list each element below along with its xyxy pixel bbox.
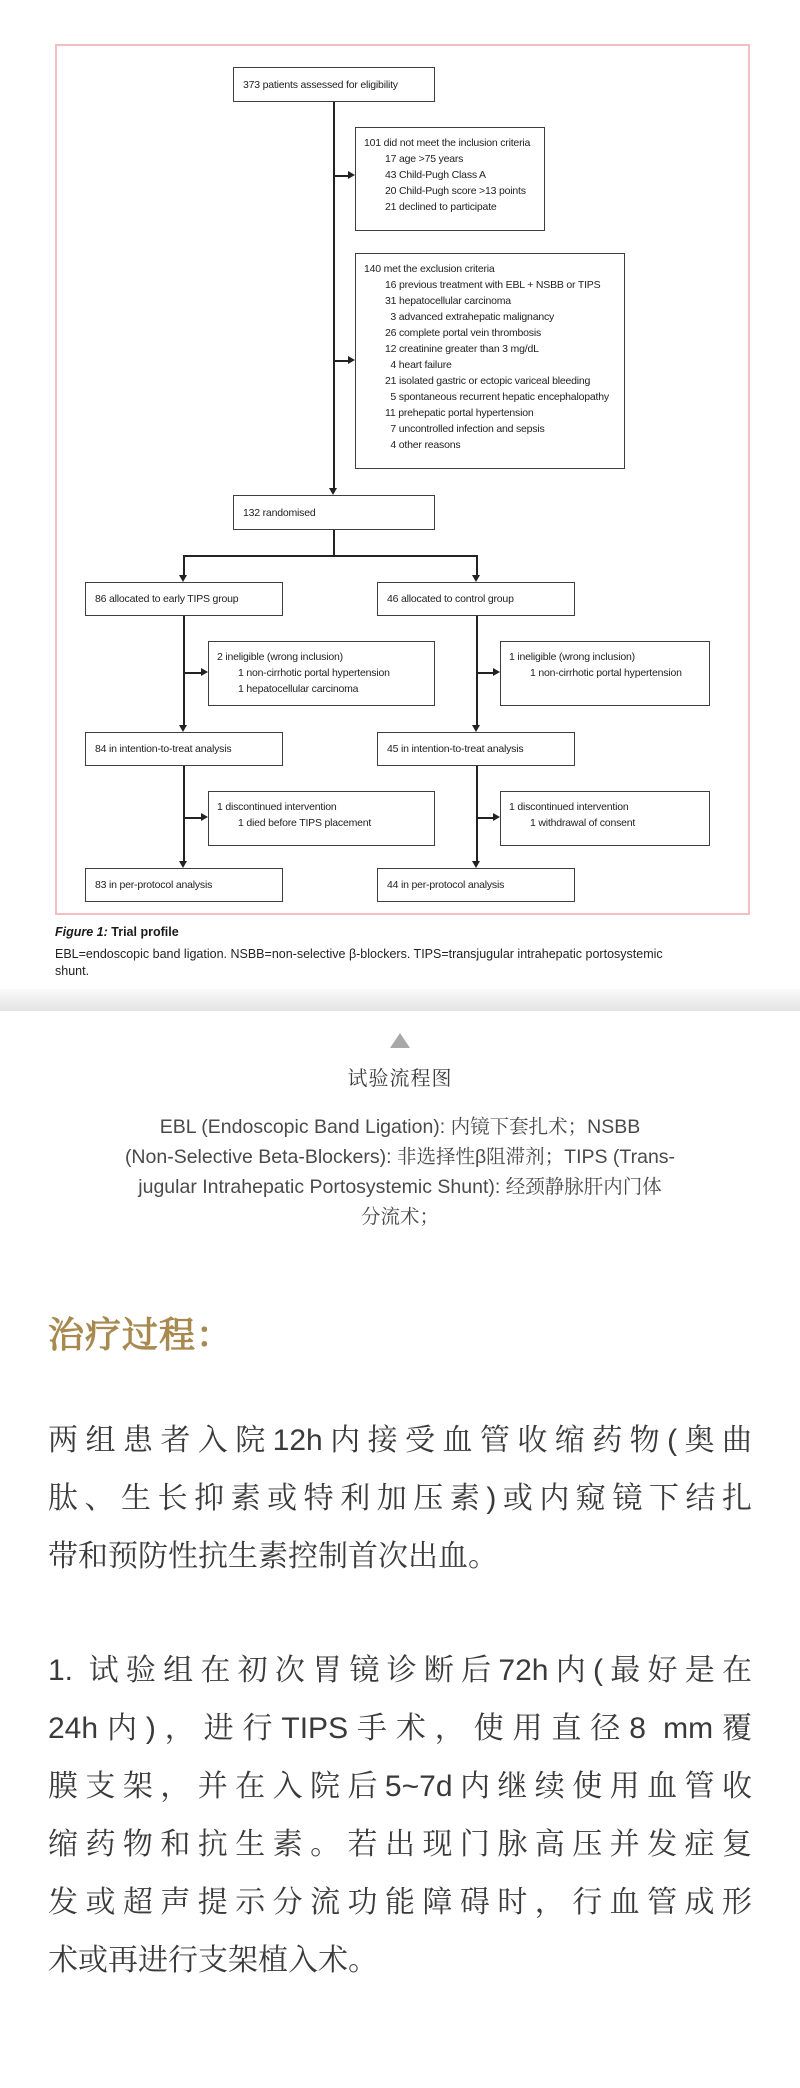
paragraph-1: [48, 1412, 752, 1586]
paragraph-line: 膜支架，并在入院后5~7d内继续使用血管收: [48, 1770, 752, 1803]
figure-caption-label: Figure 1:: [55, 925, 108, 939]
image-bottom-fade: [0, 989, 800, 1011]
arrow-right-icon: [348, 356, 355, 364]
arrow-down-icon: [179, 725, 187, 732]
flow-box-item: 16 previous treatment with EBL + NSBB or TIPS: [385, 279, 601, 291]
connector-line: [183, 555, 477, 557]
flow-box-title: 2 ineligible (wrong inclusion): [217, 651, 343, 663]
arrow-right-icon: [201, 668, 208, 676]
flow-box-title: 1 discontinued intervention: [509, 801, 629, 813]
arrow-down-icon: [329, 488, 337, 495]
flow-box-randomised: [233, 495, 435, 530]
flow-box-title: 140 met the exclusion criteria: [364, 263, 495, 275]
flow-box-eligibility: [233, 67, 435, 102]
figure-footnote-line: EBL=endoscopic band ligation. NSBB=non-selective β-blockers. TIPS=transjugular intrahepatic portosystemic: [55, 947, 663, 961]
flow-box-text: 132 randomised: [243, 506, 316, 519]
flow-box-tips-per-protocol: [85, 868, 283, 902]
flow-box-item: 5 spontaneous recurrent hepatic encephalopathy: [385, 391, 609, 403]
flow-box-item: 3 advanced extrahepatic malignancy: [385, 311, 555, 323]
paragraph-line: 1. 试验组在初次胃镜诊断后72h内(最好是在: [48, 1654, 752, 1687]
flow-box-text: 373 patients assessed for eligibility: [243, 78, 398, 91]
flow-box-title: 101 did not meet the inclusion criteria: [364, 137, 531, 149]
flow-box-item: 43 Child-Pugh Class A: [385, 169, 486, 181]
paragraph-line: 两组患者入院12h内接受血管收缩药物(奥曲: [48, 1424, 752, 1457]
flow-box-text: 86 allocated to early TIPS group: [95, 593, 239, 605]
connector-line: [477, 817, 494, 819]
flow-box-item: 17 age >75 years: [385, 153, 464, 165]
up-triangle-icon: [390, 1033, 410, 1048]
arrow-down-icon: [472, 575, 480, 582]
connector-line: [183, 555, 185, 576]
flow-box-text: 46 allocated to control group: [387, 593, 514, 605]
flow-box-item: 1 withdrawal of consent: [530, 817, 636, 829]
connector-line: [476, 766, 478, 862]
paragraph-line: 肽、生长抑素或特利加压素)或内窥镜下结扎: [48, 1482, 752, 1515]
paragraph-line: 带和预防性抗生素控制首次出血。: [48, 1540, 498, 1573]
flow-box-text: 44 in per-protocol analysis: [387, 879, 505, 891]
connector-line: [183, 766, 185, 862]
flow-box-control-per-protocol: [377, 868, 575, 902]
arrow-down-icon: [179, 575, 187, 582]
flow-box-tips-ineligible: [208, 641, 435, 706]
figure-caption: [55, 924, 745, 941]
flow-box-item: 21 isolated gastric or ectopic variceal bleeding: [385, 375, 591, 387]
connector-line: [333, 530, 335, 556]
flow-box-tips-itt: [85, 732, 283, 766]
connector-line: [476, 555, 478, 576]
flow-box-text: 83 in per-protocol analysis: [95, 879, 213, 891]
connector-line: [333, 102, 335, 492]
connector-line: [477, 672, 494, 674]
abbreviation-line: jugular Intrahepatic Portosystemic Shunt): 经颈静脉肝内门体: [138, 1176, 662, 1198]
paragraph-2: [48, 1642, 752, 1990]
connector-line: [476, 616, 478, 726]
flow-box-item: 31 hepatocellular carcinoma: [385, 295, 511, 307]
flow-box-control-allocated: [377, 582, 575, 616]
flow-box-item: 20 Child-Pugh score >13 points: [385, 185, 526, 197]
flow-box-title: 1 discontinued intervention: [217, 801, 337, 813]
arrow-right-icon: [201, 813, 208, 821]
connector-line: [183, 616, 185, 726]
flow-box-text: 45 in intention-to-treat analysis: [387, 743, 524, 755]
connector-line: [184, 817, 201, 819]
connector-line: [334, 360, 348, 362]
figure-caption-title: Trial profile: [107, 925, 179, 939]
flow-box-item: 4 heart failure: [385, 359, 452, 371]
arrow-down-icon: [179, 861, 187, 868]
abbreviation-note: [48, 1112, 752, 1232]
flow-box-item: 1 hepatocellular carcinoma: [238, 683, 359, 695]
arrow-right-icon: [493, 813, 500, 821]
flow-box-exclusion-criteria: [355, 253, 625, 469]
paragraph-line: 缩药物和抗生素。若出现门脉高压并发症复: [48, 1828, 752, 1861]
flow-box-item: 1 non-cirrhotic portal hypertension: [238, 667, 390, 679]
flow-box-tips-allocated: [85, 582, 283, 616]
flow-box-item: 12 creatinine greater than 3 mg/dL: [385, 343, 539, 355]
paragraph-line: 发或超声提示分流功能障碍时，行血管成形: [48, 1886, 752, 1919]
abbreviation-line: (Non-Selective Beta-Blockers): 非选择性β阻滞剂；TIPS (Trans-: [124, 1146, 676, 1168]
flow-box-item: 7 uncontrolled infection and sepsis: [385, 423, 545, 435]
connector-line: [334, 175, 348, 177]
flow-box-item: 21 declined to participate: [385, 201, 497, 213]
flow-box-not-meet-criteria: [355, 127, 545, 231]
flow-box-control-itt: [377, 732, 575, 766]
flow-box-control-ineligible: [500, 641, 710, 706]
abbreviation-line: 分流术；: [360, 1206, 439, 1228]
flow-box-item: 26 complete portal vein thrombosis: [385, 327, 542, 339]
connector-line: [184, 672, 201, 674]
paragraph-line: 24h内)，进行TIPS手术，使用直径8 mm覆: [48, 1712, 752, 1745]
flow-box-item: 1 died before TIPS placement: [238, 817, 372, 829]
arrow-down-icon: [472, 861, 480, 868]
figure-footnote: [55, 946, 750, 979]
figure-footnote-line: shunt.: [55, 963, 90, 978]
flow-box-item: 1 non-cirrhotic portal hypertension: [530, 667, 682, 679]
flow-box-tips-discontinued: [208, 791, 435, 846]
flow-box-item: 11 prehepatic portal hypertension: [385, 407, 534, 419]
flow-box-text: 84 in intention-to-treat analysis: [95, 743, 232, 755]
arrow-right-icon: [493, 668, 500, 676]
paragraph-line: 术或再进行支架植入术。: [48, 1944, 378, 1977]
abbreviation-line: EBL (Endoscopic Band Ligation): 内镜下套扎术；NSBB: [159, 1116, 641, 1138]
flow-box-item: 4 other reasons: [385, 439, 461, 451]
flow-box-title: 1 ineligible (wrong inclusion): [509, 651, 635, 663]
section-heading: 治疗过程：: [48, 1315, 234, 1355]
arrow-right-icon: [348, 171, 355, 179]
figure-title-cn: 试验流程图: [347, 1068, 453, 1090]
flow-box-control-discontinued: [500, 791, 710, 846]
arrow-down-icon: [472, 725, 480, 732]
